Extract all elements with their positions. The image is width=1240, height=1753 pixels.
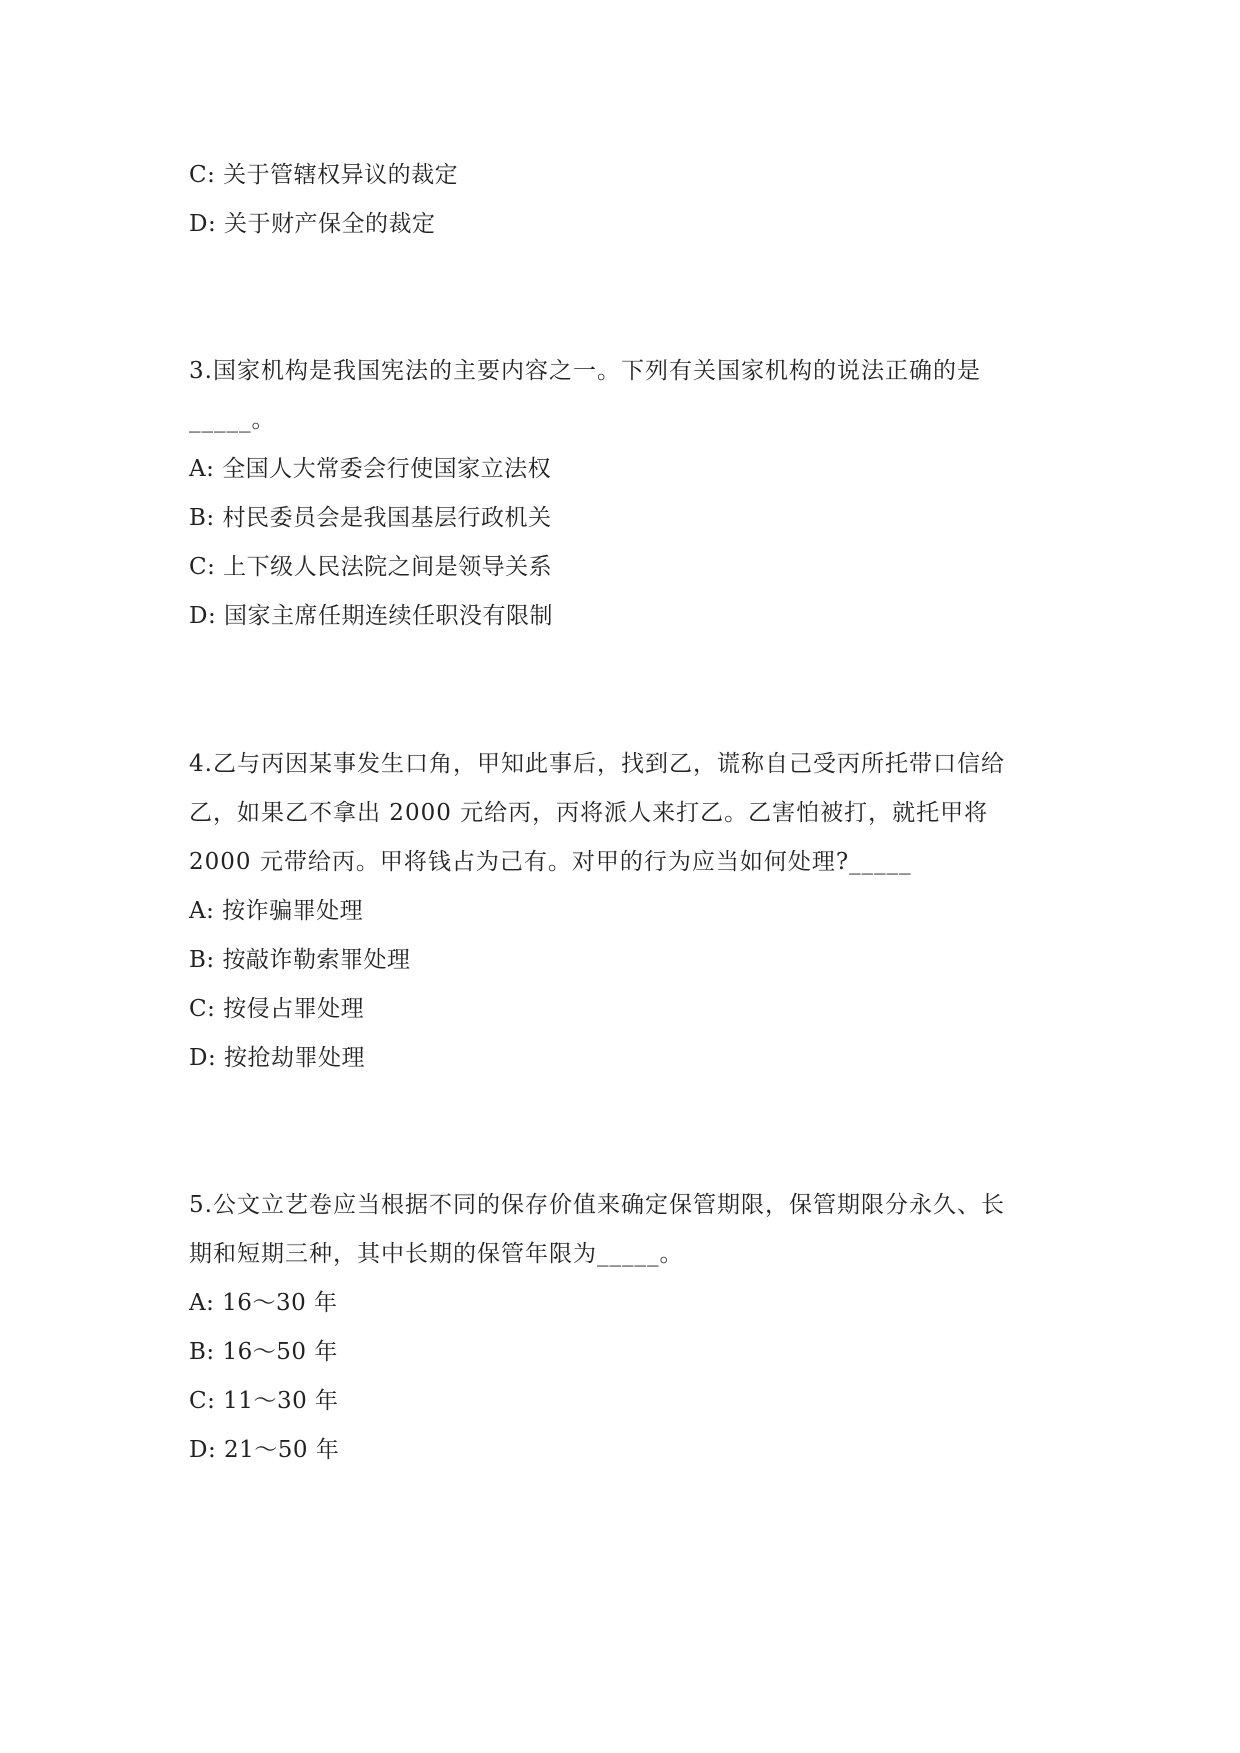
- option-letter: A:: [189, 456, 215, 482]
- option-letter: D:: [189, 211, 217, 237]
- option-text: 上下级人民法院之间是领导关系: [223, 554, 553, 580]
- question-5-stem-line-2: 期和短期三种，其中长期的保管年限为_____。: [189, 1241, 684, 1267]
- option-text: 按抢劫罪处理: [224, 1045, 366, 1071]
- option-c: [189, 160, 458, 190]
- question-5-option-d: [189, 1435, 339, 1465]
- question-4-option-b: [189, 945, 410, 975]
- option-d: [189, 209, 436, 239]
- option-text: 按侵占罪处理: [223, 996, 365, 1022]
- question-4-option-c: [189, 994, 364, 1024]
- option-text: 16～30 年: [222, 1290, 338, 1316]
- option-letter: D:: [189, 1437, 217, 1463]
- question-4-stem-line-1: 4.乙与丙因某事发生口角，甲知此事后，找到乙，谎称自己受丙所托带口信给: [189, 751, 1005, 777]
- option-text: 16～50 年: [222, 1339, 338, 1365]
- option-text: 国家主席任期连续任职没有限制: [224, 603, 554, 629]
- question-3-stem-line-2: _____。: [189, 407, 276, 433]
- question-3-option-c: [189, 552, 552, 582]
- question-5-option-c: [189, 1386, 339, 1416]
- question-3-option-a: [189, 454, 551, 484]
- question-5-stem-line-1: 5.公文立艺卷应当根据不同的保存价值来确定保管期限，保管期限分永久、长: [189, 1192, 1005, 1218]
- option-text: 全国人大常委会行使国家立法权: [222, 456, 552, 482]
- question-5-option-b: [189, 1337, 338, 1367]
- option-letter: D:: [189, 1045, 217, 1071]
- option-letter: B:: [189, 947, 215, 973]
- option-text: 关于管辖权异议的裁定: [223, 162, 459, 188]
- question-4-option-d: [189, 1043, 365, 1073]
- option-letter: A:: [189, 1290, 215, 1316]
- question-3-option-b: [189, 503, 551, 533]
- option-text: 21～50 年: [224, 1437, 340, 1463]
- option-letter: D:: [189, 603, 217, 629]
- question-3-stem-line-1: 3.国家机构是我国宪法的主要内容之一。下列有关国家机构的说法正确的是: [189, 358, 981, 384]
- option-letter: B:: [189, 505, 215, 531]
- option-letter: C:: [189, 1388, 216, 1414]
- option-letter: C:: [189, 554, 216, 580]
- option-text: 按诈骗罪处理: [222, 898, 364, 924]
- question-4-option-a: [189, 896, 363, 926]
- option-letter: A:: [189, 898, 215, 924]
- option-text: 按敲诈勒索罪处理: [222, 947, 411, 973]
- option-text: 11～30 年: [223, 1388, 339, 1414]
- option-letter: C:: [189, 996, 216, 1022]
- question-4-stem-line-3: 2000 元带给丙。甲将钱占为己有。对甲的行为应当如何处理?_____: [189, 849, 912, 875]
- option-text: 关于财产保全的裁定: [224, 211, 436, 237]
- question-5-option-a: [189, 1288, 338, 1318]
- question-4-stem-line-2: 乙，如果乙不拿出 2000 元给丙，丙将派人来打乙。乙害怕被打，就托甲将: [189, 800, 989, 826]
- question-3-option-d: [189, 601, 553, 631]
- option-letter: B:: [189, 1339, 215, 1365]
- option-letter: C:: [189, 162, 216, 188]
- option-text: 村民委员会是我国基层行政机关: [222, 505, 552, 531]
